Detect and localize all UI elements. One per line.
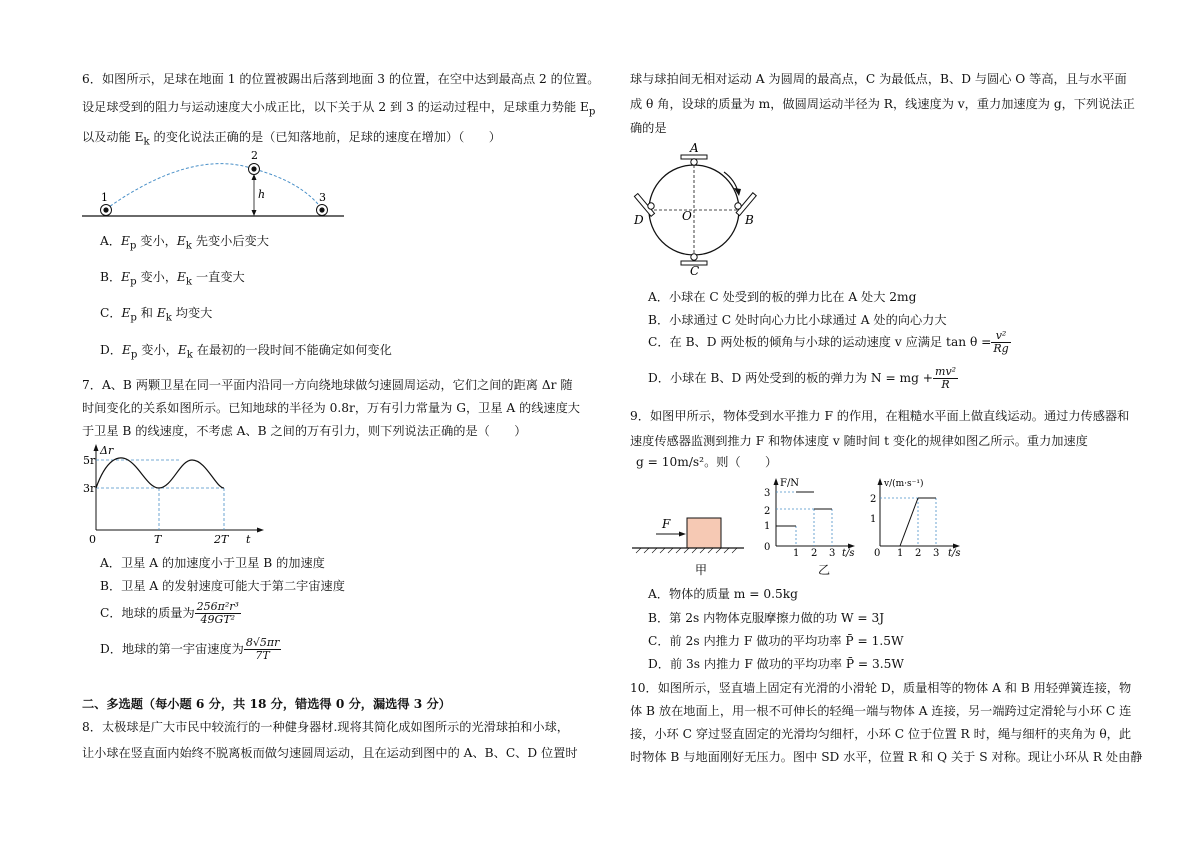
x-tick-2T: 2T — [214, 533, 229, 546]
q6-option-d: D．$E_p$ 变小，$E_k$ 在最初的一段时间不能确定如何变化 — [100, 343, 392, 361]
f-x-tick-0: 0 — [764, 542, 771, 553]
distance-time-graph — [82, 440, 272, 546]
q9-option-a: A．物体的质量 m = 0.5kg — [648, 587, 798, 601]
label-B: B — [745, 213, 754, 227]
q6-option-b: B．$E_p$ 变小，$E_k$ 一直变大 — [100, 270, 245, 288]
v-x-label: t/s — [948, 548, 961, 558]
mass-fraction: $\frac{\text{256π²r³}}{\text{49GT²}}$ — [196, 600, 239, 627]
q9-line2: 速度传感器监测到推力 F 和物体速度 v 随时间 t 变化的规律如图乙所示。重力加速度 — [630, 434, 1088, 448]
f-x-label: t/s — [842, 548, 855, 558]
force-fraction: $\frac{\text{mv²}}{R}$ — [935, 365, 957, 392]
f-x-tick-1: 1 — [793, 548, 800, 558]
q9-line3: g = 10m/s²。则（ ） — [636, 455, 778, 469]
distance-curve — [96, 458, 224, 488]
f-y-arrow — [774, 478, 779, 485]
block — [687, 518, 721, 548]
q8-option-c: C．在 B、D 两处板的倾角与小球的运动速度 v 应满足 tan θ = $\frac{\text{v²}}{Rg}$ — [648, 329, 1009, 356]
f-grid-dashes — [776, 492, 832, 546]
f-x-tick-3: 3 — [829, 548, 836, 558]
ball-C — [691, 254, 697, 260]
q8-option-d: D．小球在 B、D 两处受到的板的弹力为 N = mg + $\frac{\text{mv²}}{R}$ — [648, 365, 957, 392]
q8-option-b: B．小球通过 C 处时向心力比小球通过 A 处的向心力大 — [648, 313, 947, 327]
q6-line3: 以及动能 $E_k$ 的变化说法正确的是（已知落地前，足球的速度在增加）（ ） — [82, 130, 501, 148]
ball-A — [691, 159, 697, 165]
q6-line1: 6．如图所示，足球在地面 1 的位置被踢出后落到地面 3 的位置，在空中达到最高点 2 的位置。 — [82, 72, 600, 86]
q10-line2: 体 B 放在地面上，用一根不可伸长的轻绳一端与物体 A 连接，另一端跨过定滑轮与小环 C 连 — [630, 704, 1132, 718]
x-axis-arrow — [257, 528, 264, 533]
label-O: O — [682, 209, 692, 223]
floor-hatching — [636, 548, 737, 553]
q9-option-c: C．前 2s 内推力 F 做功的平均功率 P̄ = 1.5W — [648, 634, 904, 648]
section-2-heading: 二、多选题（每小题 6 分，共 18 分，错选得 0 分，漏选得 3 分） — [82, 697, 451, 711]
v-y-arrow — [878, 478, 883, 485]
q7-option-a: A．卫星 A 的加速度小于卫星 B 的加速度 — [100, 556, 325, 570]
v-y-tick-2: 2 — [870, 494, 877, 505]
ball-icon-2 — [249, 164, 260, 175]
q10-line1: 10．如图所示，竖直墙上固定有光滑的小滑轮 D，质量相等的物体 A 和 B 用轻弹簧连接，物 — [630, 681, 1132, 695]
x-tick-0: 0 — [89, 533, 96, 546]
figure-jia-label: 甲 — [695, 563, 708, 577]
x-axis-label: t — [246, 533, 251, 546]
trajectory-curve — [106, 164, 322, 209]
v-x-tick-0: 0 — [874, 548, 881, 558]
q8-option-a: A．小球在 C 处受到的板的弹力比在 A 处大 2mg — [648, 290, 917, 304]
q7-line3: 于卫星 B 的线速度，不考虑 A、B 之间的万有引力，则下列说法正确的是（ ） — [82, 424, 527, 438]
force-arrowhead — [679, 532, 686, 537]
q7-option-c: C．地球的质量为 $\frac{\text{256π²r³}}{\text{49GT²}}$ — [100, 600, 239, 627]
v-y-tick-1: 1 — [870, 514, 877, 525]
label-1: 1 — [101, 191, 108, 204]
x-tick-T: T — [154, 533, 162, 546]
y-tick-5r: 5r — [83, 454, 96, 467]
q10-line3: 接，小环 C 穿过竖直固定的光滑均匀细杆，小环 C 位于位置 R 时，绳与细杆的夹角为 θ，此 — [630, 727, 1132, 741]
v-grid-dashes — [880, 498, 936, 546]
q8-line2: 让小球在竖直面内始终不脱离板而做匀速圆周运动，且在运动到图中的 A、B、C、D 位置时 — [82, 746, 578, 760]
y-axis-arrow — [94, 444, 99, 451]
y-tick-3r: 3r — [83, 482, 96, 495]
label-h: h — [258, 188, 266, 201]
velocity-time-graph — [866, 476, 976, 558]
f-y-tick-2: 2 — [764, 506, 771, 517]
label-A: A — [690, 141, 699, 155]
ball-B — [735, 203, 741, 209]
football-trajectory-figure — [82, 150, 352, 225]
q7-line2: 时间变化的关系如图所示。已知地球的半径为 0.8r，万有引力常量为 G，卫星 A 的线速度大 — [82, 401, 580, 415]
q9-option-d: D．前 3s 内推力 F 做功的平均功率 P̄ = 3.5W — [648, 657, 904, 671]
v-y-label: v/(m·s⁻¹) — [884, 479, 924, 489]
label-C: C — [690, 264, 700, 275]
force-time-graph — [756, 476, 866, 558]
q8-cont-line3: 确的是 — [630, 121, 667, 135]
q6-option-c: C．$E_p$ 和 $E_k$ 均变大 — [100, 306, 213, 324]
q10-line4: 时物体 B 与地面刚好无压力。图中 SD 水平，位置 R 和 Q 关于 S 对称。现让小环从 R 处由静 — [630, 750, 1143, 764]
tan-fraction: $\frac{\text{v²}}{Rg}$ — [993, 329, 1009, 356]
q6-line2: 设足球受到的阻力与运动速度大小成正比，以下关于从 2 到 3 的运动过程中，足球重力势能 $E_p$ — [82, 100, 596, 118]
label-2: 2 — [251, 150, 258, 162]
f-x-tick-2: 2 — [811, 548, 818, 558]
q9-line1: 9．如图甲所示，物体受到水平推力 F 的作用，在粗糙水平面上做直线运动。通过力传感器和 — [630, 409, 1130, 423]
label-3: 3 — [319, 191, 326, 204]
y-axis-label: Δr — [100, 444, 114, 457]
force-label: F — [662, 517, 671, 531]
f-y-tick-3: 3 — [764, 488, 771, 499]
v-x-tick-1: 1 — [897, 548, 904, 558]
q8-line1: 8．太极球是广大市民中较流行的一种健身器材.现将其简化成如图所示的光滑球拍和小球， — [82, 720, 569, 734]
figure-yi-label: 乙 — [818, 563, 831, 577]
velocity-fraction: $\frac{8√5\pi r}{7T}$ — [245, 636, 280, 663]
q8-cont-line1: 球与球拍间无相对运动 A 为圆周的最高点，C 为最低点，B、D 与圆心 O 等高，且与水平面 — [630, 72, 1127, 86]
f-y-tick-1: 1 — [764, 521, 771, 532]
q7-option-d: D．地球的第一宇宙速度为 $\frac{8√5\pi r}{7T}$ — [100, 636, 280, 663]
q9-option-b: B．第 2s 内物体克服摩擦力做的功 W = 3J — [648, 611, 885, 625]
height-arrowhead-bottom — [252, 210, 257, 216]
q6-option-a: A．$E_p$ 变小，$E_k$ 先变小后变大 — [100, 234, 269, 252]
taiji-ball-figure — [632, 140, 772, 275]
q7-option-b: B．卫星 A 的发射速度可能大于第二宇宙速度 — [100, 579, 345, 593]
ball-D — [648, 203, 654, 209]
v-x-tick-3: 3 — [933, 548, 940, 558]
f-y-label: F/N — [780, 478, 800, 489]
v-x-tick-2: 2 — [915, 548, 922, 558]
ball-icon-3 — [317, 205, 328, 216]
q7-line1: 7．A、B 两颗卫星在同一平面内沿同一方向绕地球做匀速圆周运动，它们之间的距离 Δr 随 — [82, 378, 573, 392]
label-D: D — [634, 213, 644, 227]
q8-cont-line2: 成 θ 角，设球的质量为 m，做圆周运动半径为 R，线速度为 v，重力加速度为 g，下列说法正 — [630, 97, 1135, 111]
ball-icon-1 — [101, 205, 112, 216]
block-push-figure — [632, 510, 747, 578]
